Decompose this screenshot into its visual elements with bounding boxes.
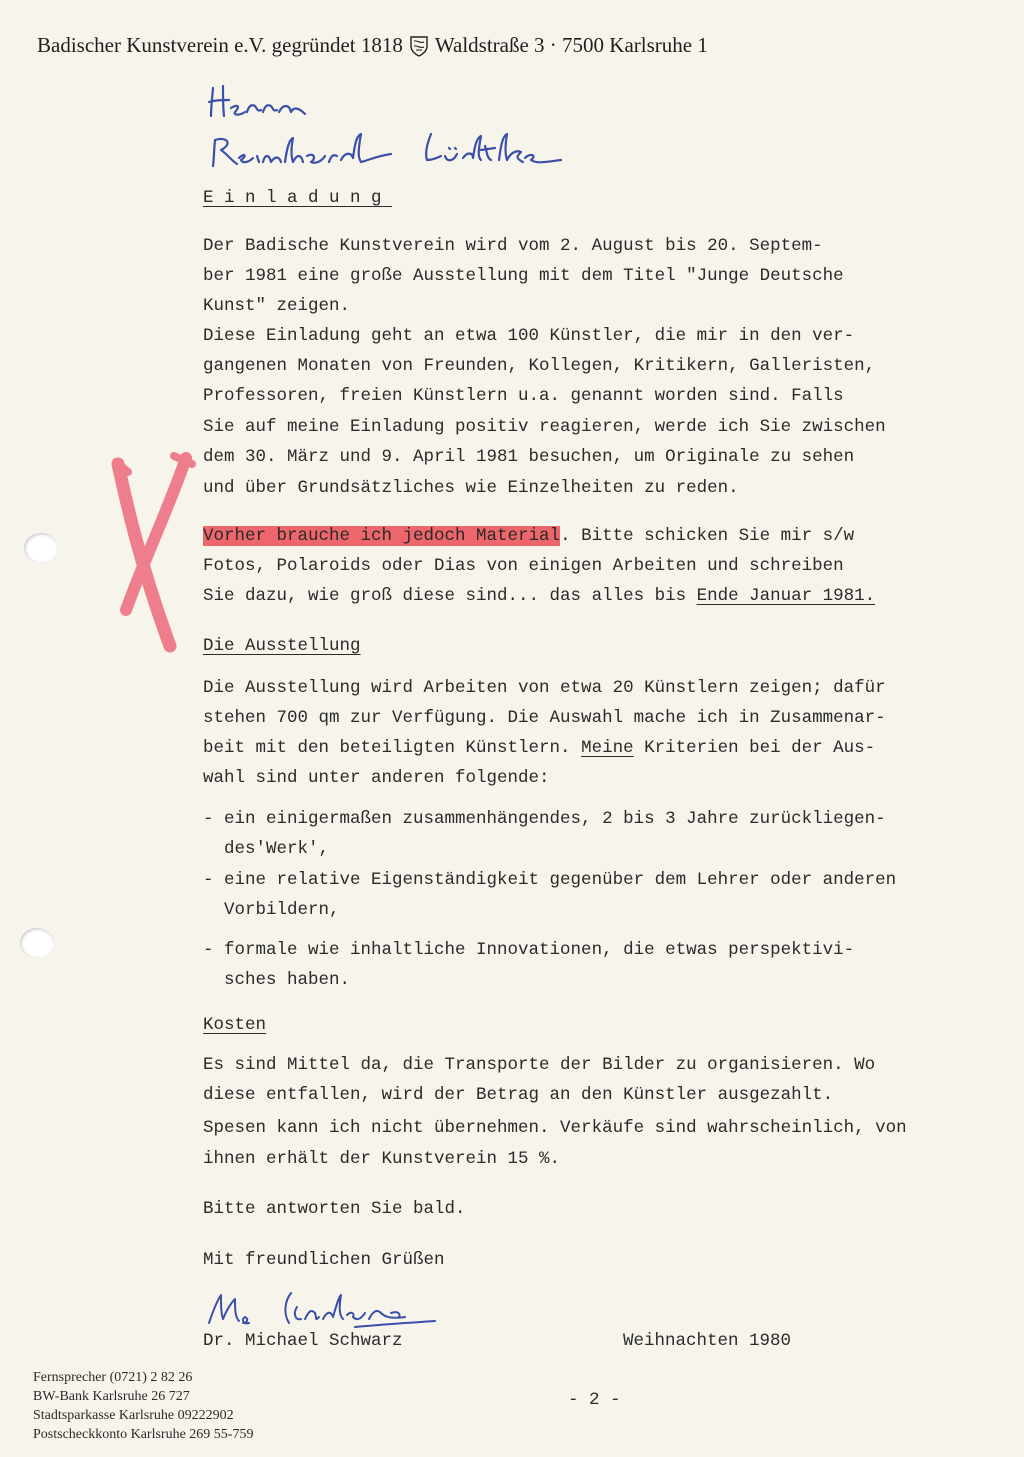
letter-date: Weihnachten 1980 (623, 1331, 792, 1351)
criteria-item-continuation: sches haben. (224, 970, 351, 990)
footer-contacts (33, 1368, 253, 1444)
footer-bank: BW-Bank Karlsruhe 26 727 (33, 1389, 190, 1404)
invitation-line: Sie auf meine Einladung positiv reagieren, werde ich Sie zwischen (203, 417, 886, 437)
footer-sparkasse: Stadtsparkasse Karlsruhe 09222902 (33, 1408, 234, 1423)
material-line: Fotos, Polaroids oder Dias von einigen Arbeiten und schreiben (203, 556, 844, 576)
exhibition-line: Die Ausstellung wird Arbeiten von etwa 20 Künstlern zeigen; dafür (203, 678, 886, 698)
heading-einladung: Einladung (203, 188, 393, 208)
heading-kosten: Kosten (203, 1015, 267, 1035)
criteria-item-continuation: des'Werk', (224, 839, 330, 859)
invitation-line: Kunst" zeigen. (203, 296, 351, 316)
costs-line: Es sind Mittel da, die Transporte der Bilder zu organisieren. Wo (203, 1055, 876, 1075)
reply-request: Bitte antworten Sie bald. (203, 1199, 466, 1219)
criteria-item: - ein einigermaßen zusammenhängendes, 2 bis 3 Jahre zurückliegen- (203, 809, 886, 829)
material-line3-pre: Sie dazu, wie groß diese sind... das alles bis (203, 586, 697, 606)
footer-phone: Fernsprecher (0721) 2 82 26 (33, 1370, 193, 1385)
material-line (203, 586, 875, 606)
invitation-line: gangenen Monaten von Freunden, Kollegen, Kritikern, Galleristen, (203, 356, 876, 376)
material-rest: . Bitte schicken Sie mir s/w (560, 526, 855, 546)
meine-underlined: Meine (581, 738, 634, 758)
deadline: Ende Januar 1981. (696, 586, 876, 606)
invitation-line: ber 1981 eine große Ausstellung mit dem Titel "Junge Deutsche (203, 266, 844, 286)
footer-postscheck: Postscheckkonto Karlsruhe 269 55-759 (33, 1427, 254, 1442)
criteria-item-continuation: Vorbildern, (224, 900, 340, 920)
invitation-line: Der Badische Kunstverein wird vom 2. August bis 20. Septem- (203, 236, 823, 256)
handwritten-signature (205, 1283, 445, 1333)
exhibition-line: wahl sind unter anderen folgende: (203, 768, 550, 788)
letterhead-organization: Badischer Kunstverein e.V. gegründet 1818 (37, 33, 403, 57)
exhibition-line3-pre: beit mit den beteiligten Künstlern. (203, 738, 582, 758)
invitation-line: Professoren, freien Künstlern u.a. genannt worden sind. Falls (203, 386, 844, 406)
coat-of-arms-icon (409, 35, 429, 57)
heading-ausstellung: Die Ausstellung (203, 636, 361, 656)
criteria-item: - eine relative Eigenständigkeit gegenüber dem Lehrer oder anderen (203, 870, 897, 890)
handwritten-salutation (205, 78, 585, 178)
criteria-item: - formale wie inhaltliche Innovationen, die etwas perspektivi- (203, 940, 855, 960)
highlighted-phrase: Vorher brauche ich jedoch Material (203, 526, 561, 546)
red-marker-x (108, 450, 200, 660)
invitation-line: und über Grundsätzliches wie Einzelheiten zu reden. (203, 478, 739, 498)
page-number: - 2 - (568, 1390, 621, 1410)
exhibition-line: stehen 700 qm zur Verfügung. Die Auswahl mache ich in Zusammenar- (203, 708, 886, 728)
exhibition-line3-post: Kriterien bei der Aus- (633, 738, 876, 758)
costs-line: Spesen kann ich nicht übernehmen. Verkäufe sind wahrscheinlich, von (203, 1118, 907, 1138)
invitation-line: dem 30. März und 9. April 1981 besuchen, um Originale zu sehen (203, 447, 855, 467)
exhibition-line (203, 738, 875, 758)
letterhead-address: Waldstraße 3 · 7500 Karlsruhe 1 (434, 33, 708, 57)
signatory-name: Dr. Michael Schwarz (203, 1331, 403, 1351)
punch-hole (20, 928, 54, 958)
letterhead (37, 33, 797, 58)
invitation-line: Diese Einladung geht an etwa 100 Künstler, die mir in den ver- (203, 326, 855, 346)
costs-line: diese entfallen, wird der Betrag an den Künstler ausgezahlt. (203, 1085, 834, 1105)
punch-hole (24, 533, 58, 563)
material-line (203, 526, 854, 546)
closing-greeting: Mit freundlichen Grüßen (203, 1250, 445, 1270)
costs-line: ihnen erhält der Kunstverein 15 %. (203, 1149, 561, 1169)
